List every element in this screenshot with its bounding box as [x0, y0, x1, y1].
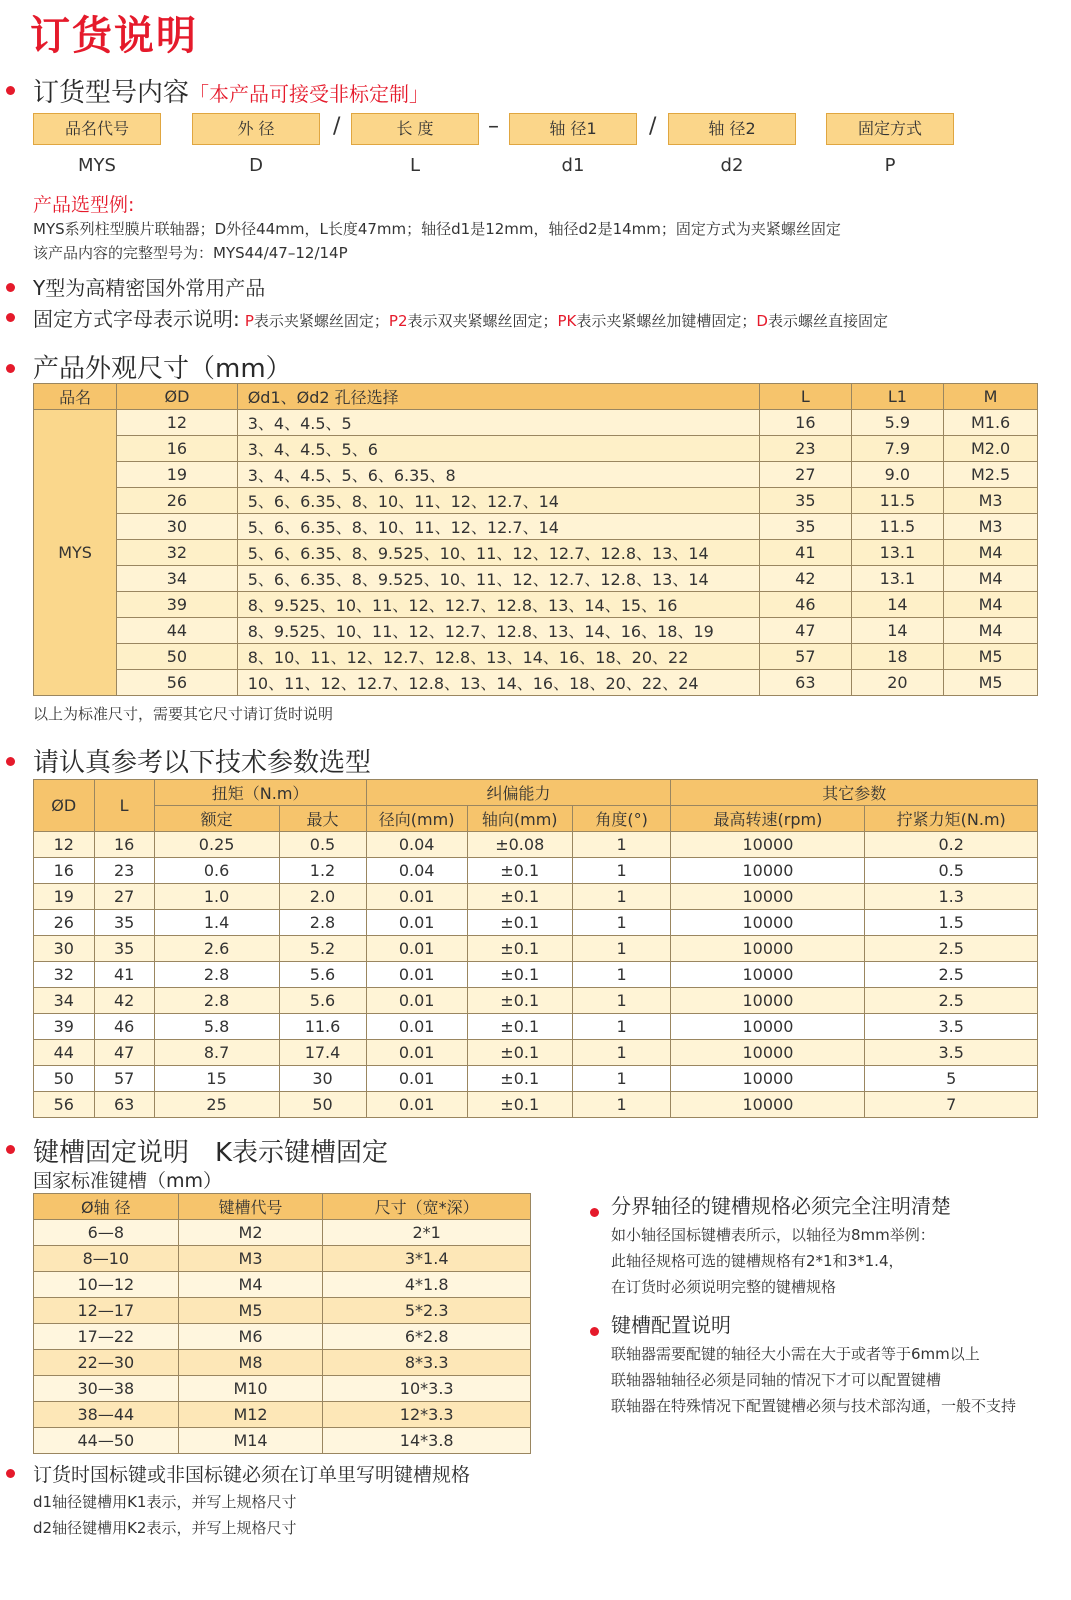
fix-code: P2 — [388, 312, 408, 330]
table-cell: 6—8 — [34, 1220, 179, 1246]
table-cell: 10000 — [671, 1092, 865, 1118]
model-code-2: D — [249, 155, 263, 176]
table-cell: 3*1.4 — [323, 1246, 531, 1272]
table-cell: M2.0 — [944, 436, 1038, 462]
bullet-icon — [6, 283, 15, 292]
table-cell: 11.5 — [851, 514, 944, 540]
table-cell: 4*1.8 — [323, 1272, 531, 1298]
table-cell: M5 — [944, 670, 1038, 696]
table-cell: M12 — [178, 1402, 323, 1428]
table-cell: 1 — [572, 910, 671, 936]
table-cell: 17.4 — [279, 1040, 366, 1066]
table-cell: 0.2 — [865, 832, 1038, 858]
table-cell: 1 — [572, 1092, 671, 1118]
table-cell: M3 — [944, 514, 1038, 540]
order-heading-text: 订货型号内容 — [33, 78, 190, 108]
key-subheading: 国家标准键槽（mm） — [33, 1170, 223, 1192]
table-cell: 18 — [851, 644, 944, 670]
example-line-1: MYS系列柱型膜片联轴器；D外径44mm，L长度47mm；轴径d1是12mm，轴径d2是14mm；固定方式为夹紧螺丝固定 — [33, 220, 841, 238]
bullet-icon — [590, 1208, 599, 1217]
table-cell: 10000 — [671, 1040, 865, 1066]
table-cell: 0.01 — [366, 936, 467, 962]
tech-heading: 请认真参考以下技术参数选型 — [33, 748, 372, 778]
table-cell: M5 — [178, 1298, 323, 1324]
table-cell: 5.8 — [154, 1014, 279, 1040]
table-cell: 38—44 — [34, 1402, 179, 1428]
table-cell: 30—38 — [34, 1376, 179, 1402]
table-cell: 34 — [34, 988, 95, 1014]
table-cell: 35 — [760, 488, 851, 514]
note1-title: 分界轴径的键槽规格必须完全注明清楚 — [611, 1194, 951, 1218]
table-cell: ±0.1 — [467, 962, 572, 988]
table-cell: 3.5 — [865, 1014, 1038, 1040]
table-cell: 27 — [94, 884, 154, 910]
table-cell: 50 — [34, 1066, 95, 1092]
table-cell: 10—12 — [34, 1272, 179, 1298]
table-cell: ±0.1 — [467, 988, 572, 1014]
table-cell: 3、4、4.5、5、6 — [237, 436, 759, 462]
table-cell: 47 — [94, 1040, 154, 1066]
y-type-note: Y型为高精密国外常用产品 — [33, 276, 266, 300]
table-cell: 12 — [34, 832, 95, 858]
table-row — [34, 462, 1038, 488]
table-cell: 0.01 — [366, 1014, 467, 1040]
table-cell: 0.5 — [279, 832, 366, 858]
table-cell: 8、10、11、12、12.7、12.8、13、14、16、18、20、22 — [237, 644, 759, 670]
table-row — [34, 1428, 531, 1454]
table-cell: M2.5 — [944, 462, 1038, 488]
table-row — [34, 618, 1038, 644]
note2-line: 联轴器轴轴径必须是同轴的情况下才可以配置键槽 — [611, 1371, 942, 1389]
table-row — [34, 858, 1038, 884]
table-row — [34, 936, 1038, 962]
table-cell: 22—30 — [34, 1350, 179, 1376]
bullet-icon — [6, 86, 15, 95]
table-cell: 12 — [117, 410, 238, 436]
table-cell: 1 — [572, 1040, 671, 1066]
table-cell: 57 — [94, 1066, 154, 1092]
model-box-5: 轴 径2 — [668, 113, 796, 145]
table-cell: 19 — [117, 462, 238, 488]
table-row — [34, 1220, 531, 1246]
table-cell: M3 — [178, 1246, 323, 1272]
table-cell: 8、9.525、10、11、12、12.7、12.8、13、14、15、16 — [237, 592, 759, 618]
table-cell: 10000 — [671, 858, 865, 884]
table-cell: 0.04 — [366, 832, 467, 858]
col-od: ØD — [34, 780, 95, 832]
table-cell: 5.6 — [279, 988, 366, 1014]
model-separator: – — [488, 114, 499, 139]
table-cell: 41 — [94, 962, 154, 988]
table-cell: 25 — [154, 1092, 279, 1118]
table-row — [34, 592, 1038, 618]
bullet-icon — [6, 1469, 15, 1478]
dims-header-cell: Ød1、Ød2 孔径选择 — [237, 384, 759, 410]
table-cell: ±0.1 — [467, 936, 572, 962]
table-cell: 0.25 — [154, 832, 279, 858]
table-cell: 5、6、6.35、8、10、11、12、12.7、14 — [237, 514, 759, 540]
table-cell: 23 — [94, 858, 154, 884]
table-cell: 8—10 — [34, 1246, 179, 1272]
table-row — [34, 540, 1038, 566]
fix-code: D — [756, 312, 768, 330]
col-angle: 角度(°) — [572, 806, 671, 832]
note1-line: 此轴径规格可选的键槽规格有2*1和3*1.4， — [611, 1252, 904, 1270]
table-cell: 39 — [34, 1014, 95, 1040]
table-cell: 23 — [760, 436, 851, 462]
fix-code: P — [244, 312, 254, 330]
col-torque-max: 最大 — [279, 806, 366, 832]
table-cell: 7 — [865, 1092, 1038, 1118]
table-cell: 35 — [760, 514, 851, 540]
custom-note: 「本产品可接受非标定制」 — [189, 82, 430, 106]
model-code-3: L — [409, 155, 421, 176]
table-cell: 20 — [851, 670, 944, 696]
table-cell: 39 — [117, 592, 238, 618]
table-cell: 32 — [117, 540, 238, 566]
table-cell: 47 — [760, 618, 851, 644]
table-cell: 63 — [94, 1092, 154, 1118]
table-cell: 10000 — [671, 884, 865, 910]
order-heading — [33, 72, 429, 109]
table-cell: M8 — [178, 1350, 323, 1376]
col-torque-rated: 额定 — [154, 806, 279, 832]
dims-header-cell: ØD — [117, 384, 238, 410]
table-cell: M6 — [178, 1324, 323, 1350]
note2-line: 联轴器需要配键的轴径大小需在大于或者等于6mm以上 — [611, 1345, 980, 1363]
table-row — [34, 1040, 1038, 1066]
table-cell: 11.6 — [279, 1014, 366, 1040]
table-cell: 5.6 — [279, 962, 366, 988]
table-cell: 1.2 — [279, 858, 366, 884]
table-cell: ±0.1 — [467, 1014, 572, 1040]
table-cell: 19 — [34, 884, 95, 910]
table-cell: 56 — [117, 670, 238, 696]
col-deviation: 纠偏能力 — [366, 780, 671, 806]
table-cell: 0.01 — [366, 910, 467, 936]
col-other: 其它参数 — [671, 780, 1038, 806]
table-cell: 10000 — [671, 1066, 865, 1092]
col-axial: 轴向(mm) — [467, 806, 572, 832]
dims-header-cell: L1 — [851, 384, 944, 410]
col-l: L — [94, 780, 154, 832]
table-cell: 0.6 — [154, 858, 279, 884]
model-code-6: P — [884, 155, 896, 176]
model-box-1: 品名代号 — [33, 113, 161, 145]
fix-text: 表示夹紧螺丝固定； — [253, 312, 389, 330]
table-cell: M4 — [944, 540, 1038, 566]
key-heading: 键槽固定说明 K表示键槽固定 — [33, 1138, 389, 1168]
table-cell: 2.5 — [865, 936, 1038, 962]
table-cell: 15 — [154, 1066, 279, 1092]
note1-line: 如小轴径国标键槽表所示，以轴径为8mm举例： — [611, 1226, 935, 1244]
model-box-6: 固定方式 — [826, 113, 954, 145]
table-cell: 57 — [760, 644, 851, 670]
table-row — [34, 566, 1038, 592]
bottom-line: d1轴径键槽用K1表示，并写上规格尺寸 — [33, 1493, 297, 1511]
dimensions-table — [33, 383, 1038, 696]
bullet-icon — [6, 1145, 15, 1154]
table-cell: 26 — [117, 488, 238, 514]
table-cell: 3、4、4.5、5、6、6.35、8 — [237, 462, 759, 488]
table-row — [34, 1066, 1038, 1092]
table-row — [34, 962, 1038, 988]
table-cell: 16 — [34, 858, 95, 884]
table-cell: 1.3 — [865, 884, 1038, 910]
table-cell: 10000 — [671, 1014, 865, 1040]
fix-text: 表示螺丝直接固定 — [767, 312, 888, 330]
table-cell: 16 — [117, 436, 238, 462]
table-cell: 41 — [760, 540, 851, 566]
table-cell: 5*2.3 — [323, 1298, 531, 1324]
table-cell: ±0.1 — [467, 858, 572, 884]
table-cell: 6*2.8 — [323, 1324, 531, 1350]
key-header-cell: 键槽代号 — [178, 1194, 323, 1220]
table-cell: M14 — [178, 1428, 323, 1454]
note2-line: 联轴器在特殊情况下配置键槽必须与技术部沟通，一般不支持 — [611, 1397, 1017, 1415]
table-cell: 1 — [572, 832, 671, 858]
table-cell: 5.2 — [279, 936, 366, 962]
dims-header-cell: L — [760, 384, 851, 410]
table-cell: 14 — [851, 618, 944, 644]
table-row — [34, 1402, 531, 1428]
table-cell: 12*3.3 — [323, 1402, 531, 1428]
table-cell: M2 — [178, 1220, 323, 1246]
key-header-cell: 尺寸（宽*深） — [323, 1194, 531, 1220]
table-cell: 2*1 — [323, 1220, 531, 1246]
table-cell: 0.01 — [366, 962, 467, 988]
table-cell: 8*3.3 — [323, 1350, 531, 1376]
table-cell: 13.1 — [851, 566, 944, 592]
dims-header-cell: M — [944, 384, 1038, 410]
table-cell: M1.6 — [944, 410, 1038, 436]
table-cell: ±0.1 — [467, 1066, 572, 1092]
table-cell: 8、9.525、10、11、12、12.7、12.8、13、14、16、18、19 — [237, 618, 759, 644]
note2-title: 键槽配置说明 — [611, 1313, 731, 1337]
table-cell: 27 — [760, 462, 851, 488]
table-cell: M4 — [178, 1272, 323, 1298]
table-cell: 42 — [94, 988, 154, 1014]
table-cell: ±0.08 — [467, 832, 572, 858]
table-cell: 10000 — [671, 910, 865, 936]
table-cell: 3.5 — [865, 1040, 1038, 1066]
table-cell: M4 — [944, 592, 1038, 618]
table-cell: 0.01 — [366, 1066, 467, 1092]
table-row — [34, 514, 1038, 540]
table-row — [34, 1246, 531, 1272]
table-cell: 5、6、6.35、8、9.525、10、11、12、12.7、12.8、13、14 — [237, 566, 759, 592]
table-cell: 7.9 — [851, 436, 944, 462]
table-cell: 63 — [760, 670, 851, 696]
table-cell: 0.04 — [366, 858, 467, 884]
table-cell: M4 — [944, 618, 1038, 644]
note1-line: 在订货时必须说明完整的键槽规格 — [611, 1278, 837, 1296]
fix-code: PK — [557, 312, 577, 330]
bullet-icon — [6, 313, 15, 322]
dims-heading: 产品外观尺寸（mm） — [33, 354, 292, 384]
table-cell: M4 — [944, 566, 1038, 592]
table-row — [34, 988, 1038, 1014]
table-cell: 2.8 — [154, 962, 279, 988]
dims-header-cell: 品名 — [34, 384, 117, 410]
table-cell: 46 — [94, 1014, 154, 1040]
table-row — [34, 1014, 1038, 1040]
table-cell: 1 — [572, 884, 671, 910]
fix-text: 表示夹紧螺丝加键槽固定； — [576, 312, 757, 330]
table-cell: 1 — [572, 1066, 671, 1092]
table-row — [34, 1298, 531, 1324]
table-cell: 26 — [34, 910, 95, 936]
bullet-icon — [6, 364, 15, 373]
bottom-line: d2轴径键槽用K2表示，并写上规格尺寸 — [33, 1519, 297, 1537]
table-row — [34, 436, 1038, 462]
table-cell: 14*3.8 — [323, 1428, 531, 1454]
table-cell: 0.01 — [366, 988, 467, 1014]
table-cell: 56 — [34, 1092, 95, 1118]
table-cell: 42 — [760, 566, 851, 592]
table-cell: ±0.1 — [467, 1040, 572, 1066]
table-cell: 11.5 — [851, 488, 944, 514]
table-cell: 5、6、6.35、8、9.525、10、11、12、12.7、12.8、13、14 — [237, 540, 759, 566]
table-row — [34, 410, 1038, 436]
table-cell: 1 — [572, 988, 671, 1014]
table-cell: 1.0 — [154, 884, 279, 910]
table-cell: 8.7 — [154, 1040, 279, 1066]
table-row — [34, 1092, 1038, 1118]
table-row — [34, 644, 1038, 670]
key-header-cell: Ø轴 径 — [34, 1194, 179, 1220]
table-cell: 10000 — [671, 962, 865, 988]
table-cell: 50 — [117, 644, 238, 670]
table-row — [34, 488, 1038, 514]
table-cell: 46 — [760, 592, 851, 618]
fix-method-line — [33, 303, 888, 332]
col-speed: 最高转速(rpm) — [671, 806, 865, 832]
table-cell: 1.5 — [865, 910, 1038, 936]
table-cell: 3、4、4.5、5 — [237, 410, 759, 436]
table-cell: 10000 — [671, 988, 865, 1014]
bullet-icon — [590, 1327, 599, 1336]
model-box-4: 轴 径1 — [509, 113, 637, 145]
table-cell: 44 — [117, 618, 238, 644]
table-cell: 44—50 — [34, 1428, 179, 1454]
model-separator: / — [333, 114, 341, 139]
table-cell: M5 — [944, 644, 1038, 670]
table-cell: 1 — [572, 936, 671, 962]
product-name-cell: MYS — [34, 410, 117, 696]
fix-method-label: 固定方式字母表示说明: — [33, 307, 240, 331]
model-code-5: d2 — [720, 155, 744, 176]
table-row — [34, 884, 1038, 910]
table-cell: 2.5 — [865, 988, 1038, 1014]
table-cell: 9.0 — [851, 462, 944, 488]
table-cell: 5、6、6.35、8、10、11、12、12.7、14 — [237, 488, 759, 514]
table-cell: 0.5 — [865, 858, 1038, 884]
table-cell: 13.1 — [851, 540, 944, 566]
table-cell: 30 — [117, 514, 238, 540]
table-cell: ±0.1 — [467, 884, 572, 910]
table-row — [34, 832, 1038, 858]
tech-params-table — [33, 779, 1038, 1118]
table-cell: ±0.1 — [467, 910, 572, 936]
table-cell: 0.01 — [366, 1092, 467, 1118]
table-cell: M10 — [178, 1376, 323, 1402]
table-cell: 5 — [865, 1066, 1038, 1092]
table-cell: 10000 — [671, 936, 865, 962]
model-code-1: MYS — [78, 155, 116, 176]
bottom-title: 订货时国标键或非国标键必须在订单里写明键槽规格 — [33, 1464, 471, 1486]
table-cell: 2.8 — [279, 910, 366, 936]
table-cell: 1 — [572, 858, 671, 884]
example-line-2: 该产品内容的完整型号为：MYS44/47–12/14P — [33, 244, 348, 262]
table-cell: 2.5 — [865, 962, 1038, 988]
model-separator: / — [649, 114, 657, 139]
table-row — [34, 670, 1038, 696]
table-cell: 32 — [34, 962, 95, 988]
table-cell: 10*3.3 — [323, 1376, 531, 1402]
table-cell: 5.9 — [851, 410, 944, 436]
table-cell: ±0.1 — [467, 1092, 572, 1118]
table-row — [34, 1324, 531, 1350]
table-row — [34, 910, 1038, 936]
table-cell: 35 — [94, 936, 154, 962]
table-cell: 30 — [34, 936, 95, 962]
table-cell: 34 — [117, 566, 238, 592]
table-cell: 1 — [572, 962, 671, 988]
model-box-2: 外 径 — [192, 113, 320, 145]
table-cell: 30 — [279, 1066, 366, 1092]
table-cell: 35 — [94, 910, 154, 936]
fix-method-items — [245, 312, 888, 330]
table-cell: 16 — [760, 410, 851, 436]
table-cell: 0.01 — [366, 1040, 467, 1066]
table-cell: 2.8 — [154, 988, 279, 1014]
example-title: 产品选型例: — [33, 194, 135, 216]
table-cell: 17—22 — [34, 1324, 179, 1350]
col-torque: 扭矩（N.m） — [154, 780, 366, 806]
table-cell: 0.01 — [366, 884, 467, 910]
table-cell: 44 — [34, 1040, 95, 1066]
table-cell: 2.0 — [279, 884, 366, 910]
table-cell: 50 — [279, 1092, 366, 1118]
fix-text: 表示双夹紧螺丝固定； — [407, 312, 558, 330]
table-cell: 1 — [572, 1014, 671, 1040]
table-cell: 1.4 — [154, 910, 279, 936]
keyway-table — [33, 1193, 531, 1454]
table-cell: 16 — [94, 832, 154, 858]
table-row — [34, 1350, 531, 1376]
table-cell: 10000 — [671, 832, 865, 858]
page-title: 订货说明 — [30, 13, 198, 59]
table-row — [34, 1272, 531, 1298]
table-row — [34, 1376, 531, 1402]
table-cell: 10、11、12、12.7、12.8、13、14、16、18、20、22、24 — [237, 670, 759, 696]
model-box-3: 长 度 — [351, 113, 479, 145]
col-radial: 径向(mm) — [366, 806, 467, 832]
bullet-icon — [6, 757, 15, 766]
table-cell: M3 — [944, 488, 1038, 514]
dims-footnote: 以上为标准尺寸，需要其它尺寸请订货时说明 — [33, 705, 334, 723]
table-cell: 12—17 — [34, 1298, 179, 1324]
col-tightening: 拧紧力矩(N.m) — [865, 806, 1038, 832]
model-code-4: d1 — [561, 155, 585, 176]
table-cell: 14 — [851, 592, 944, 618]
table-cell: 2.6 — [154, 936, 279, 962]
